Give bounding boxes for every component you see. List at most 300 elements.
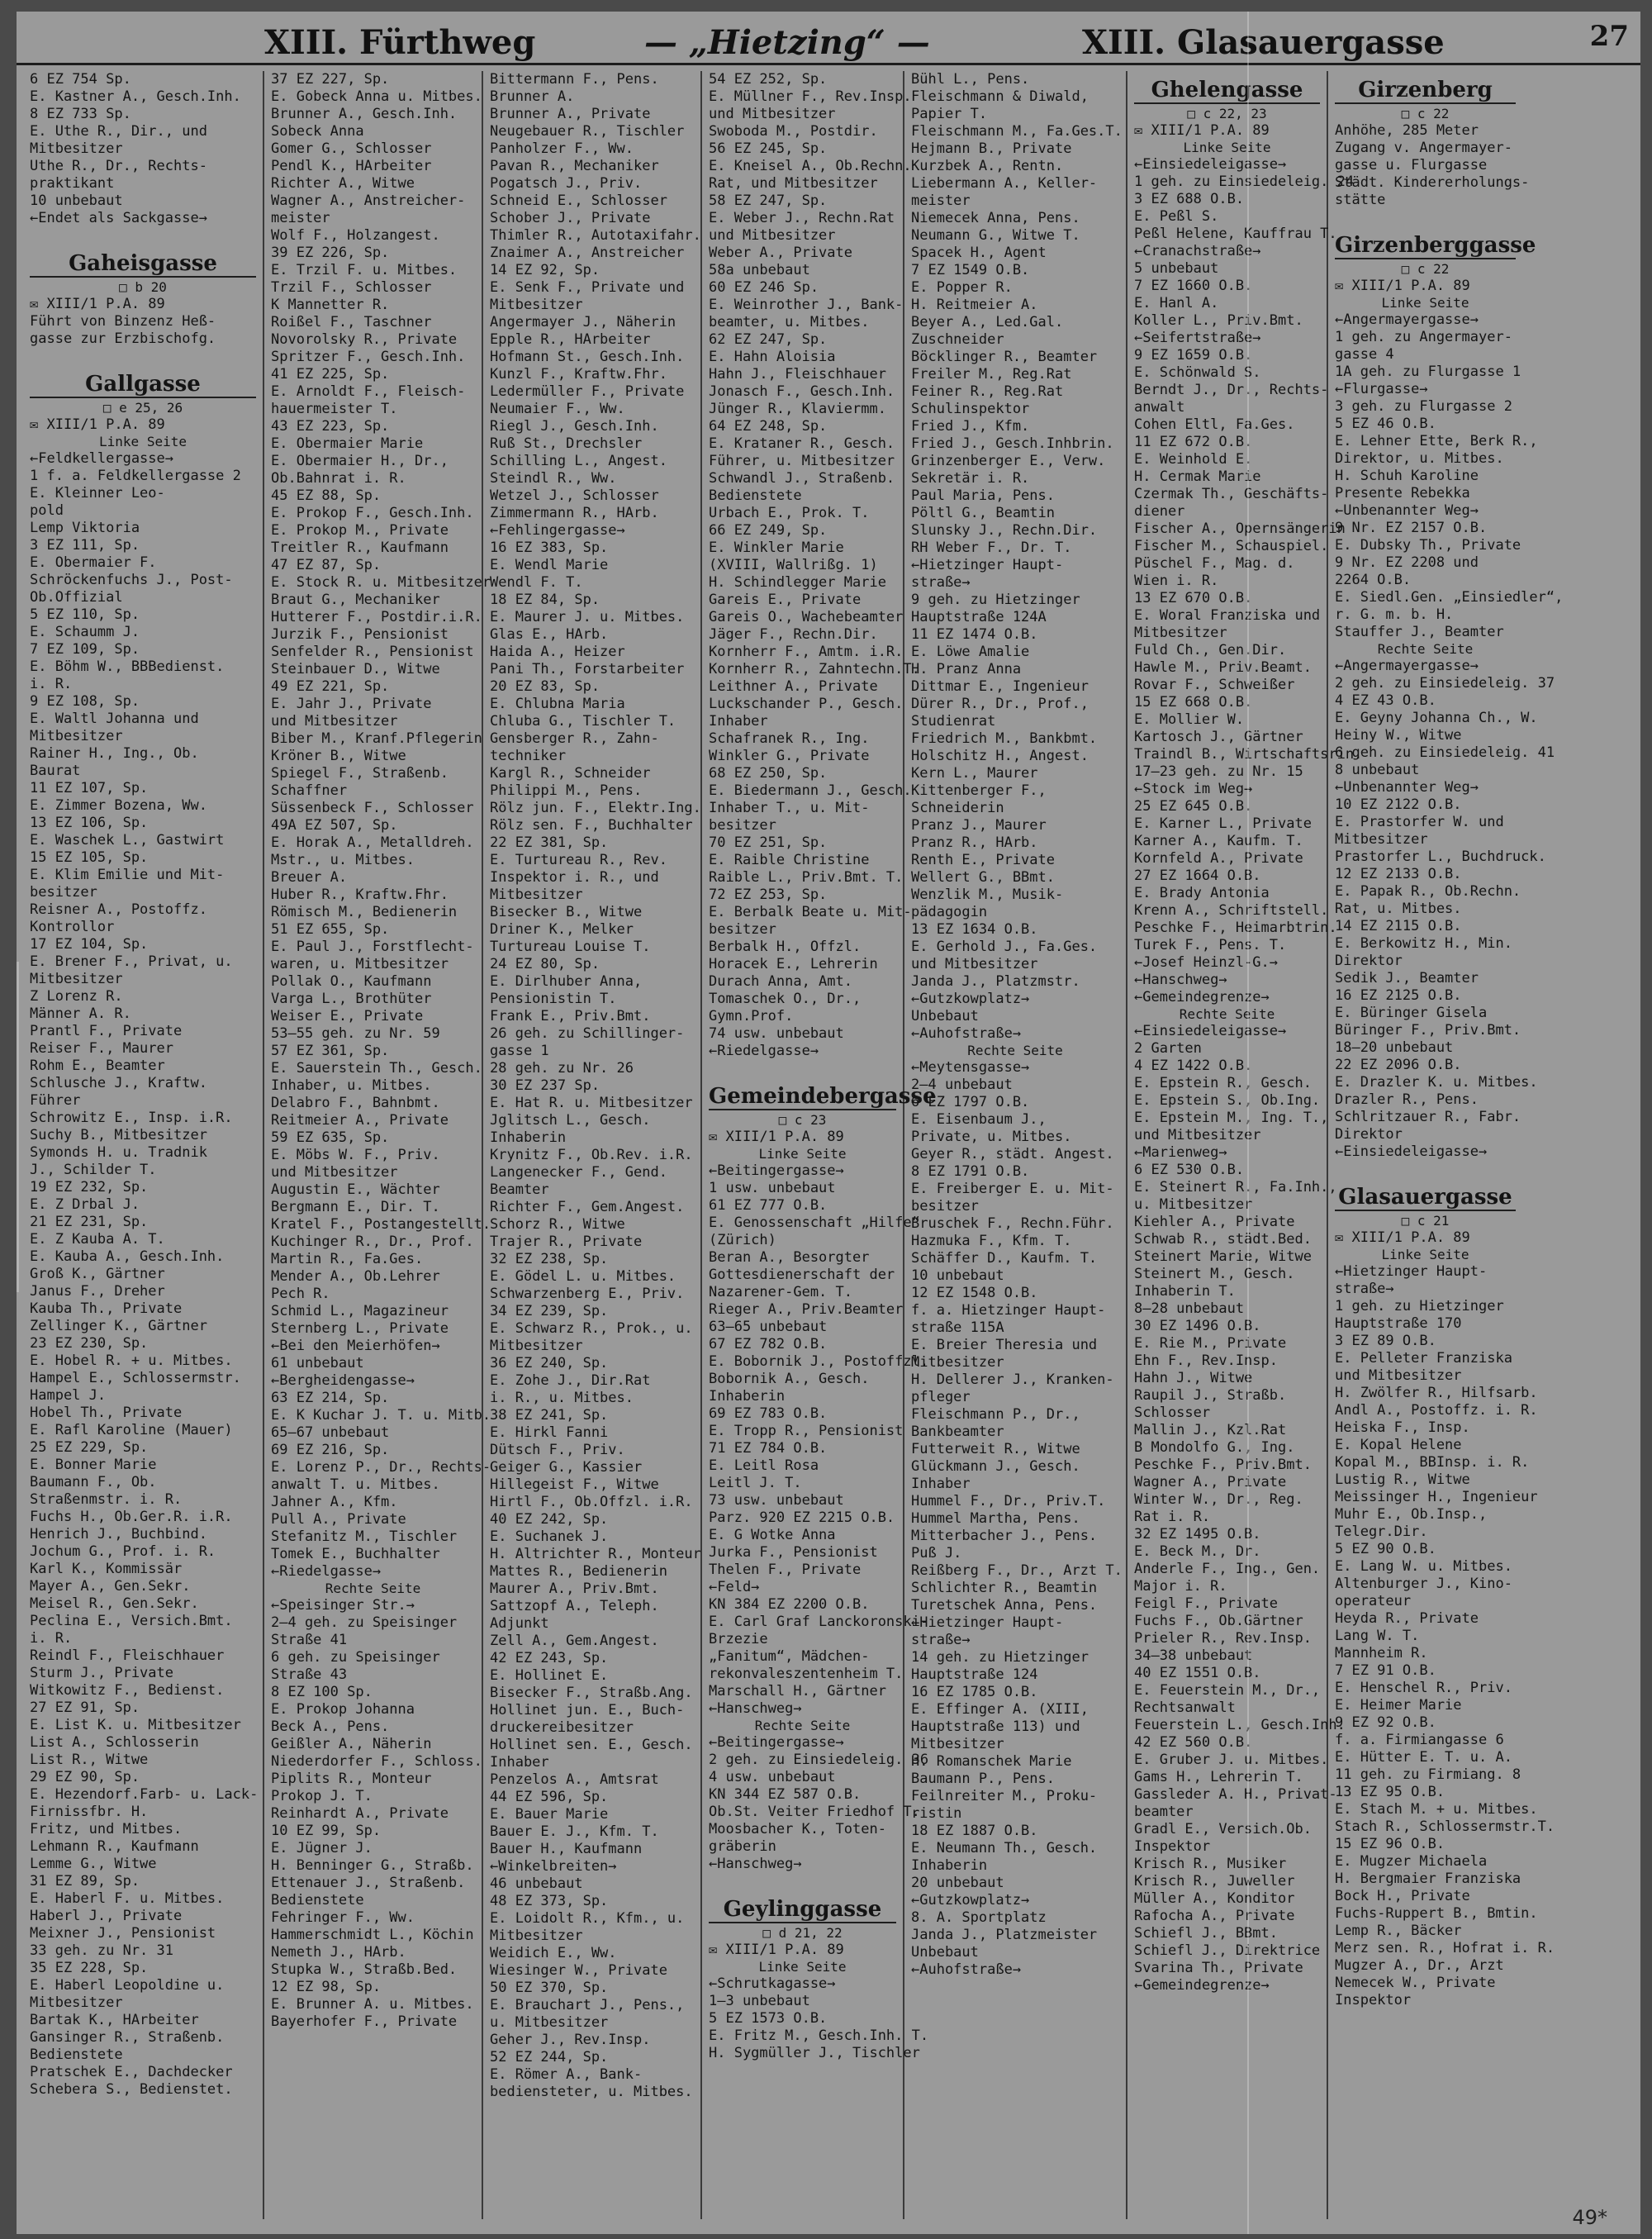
directory-entry: Czermak Th., Geschäfts-: [1134, 486, 1329, 502]
directory-entry: 3 EZ 89 O.B.: [1335, 1333, 1436, 1349]
directory-entry: Renth E., Private: [911, 852, 1055, 868]
directory-entry: Pani Th., Forstarbeiter: [490, 661, 685, 677]
directory-entry: E. Lang W. u. Mitbes.: [1335, 1558, 1512, 1575]
directory-entry: Penzelos A., Amtsrat: [490, 1771, 659, 1788]
directory-entry: Schlosser: [1134, 1405, 1211, 1421]
directory-entry: Ob.Bahnrat i. R.: [271, 470, 406, 487]
directory-entry: Mitbesitzer: [490, 297, 583, 313]
directory-entry: Holschitz H., Angest.: [911, 748, 1089, 764]
street-heading: Gallgasse: [30, 372, 256, 398]
street-heading: Girzenberg: [1335, 78, 1516, 104]
directory-entry: Inspektor i. R., und: [490, 869, 659, 886]
directory-entry: 65—67 unbebaut: [271, 1424, 390, 1441]
directory-entry: Thelen F., Private: [709, 1562, 862, 1578]
directory-entry: 39 EZ 226, Sp.: [271, 245, 390, 261]
directory-entry: Horacek E., Lehrerin: [709, 956, 878, 972]
directory-entry: 27 EZ 91, Sp.: [30, 1699, 140, 1716]
directory-entry: 29 EZ 90, Sp.: [30, 1769, 140, 1785]
directory-entry: Rafocha A., Private: [1134, 1908, 1295, 1924]
directory-entry: E. Berbalk Beate u. Mit-: [709, 904, 912, 920]
directory-entry: Thimler R., Autotaxifahr.: [490, 227, 701, 244]
directory-entry: beamter: [1134, 1804, 1194, 1820]
directory-entry: 12 EZ 98, Sp.: [271, 1979, 382, 1995]
directory-entry: Mitterbacher J., Pens.: [911, 1528, 1098, 1544]
directory-entry: E. Böhm W., BBBedienst.: [30, 658, 225, 675]
directory-entry: 7 EZ 109, Sp.: [30, 641, 140, 658]
street-subheading: Rechte Seite: [967, 1043, 1063, 1058]
directory-entry: E. Obermaier H., Dr.,: [271, 453, 449, 469]
directory-entry: ←Riedelgasse→: [271, 1563, 382, 1580]
directory-entry: H. Dellerer J., Kranken-: [911, 1371, 1114, 1388]
directory-entry: H. Zwölfer R., Hilfsarb.: [1335, 1385, 1538, 1401]
directory-entry: Studienrat: [911, 713, 996, 730]
directory-entry: meister: [271, 210, 330, 226]
spacer: [30, 348, 256, 365]
directory-entry: E. Bauer Marie: [490, 1806, 609, 1823]
directory-entry: 6 geh. zu Speisinger: [271, 1649, 440, 1666]
directory-entry: 1 usw. unbebaut: [709, 1180, 836, 1196]
directory-entry: Chluba G., Tischler T.: [490, 713, 676, 730]
directory-entry: Bartak K., HArbeiter: [30, 2012, 199, 2028]
directory-entry: Dürer R., Dr., Prof.,: [911, 696, 1089, 712]
directory-entry: gasse 4: [1335, 346, 1394, 363]
directory-entry: Z Lorenz R.: [30, 988, 123, 1005]
directory-entry: Mitbesitzer: [490, 1928, 583, 1944]
page-number: 27: [1589, 20, 1629, 53]
directory-entry: E. Gerhold J., Fa.Ges.: [911, 939, 1098, 955]
street-subheading: □ d 21, 22: [762, 1925, 843, 1941]
directory-entry: Karl K., Kommissär: [30, 1561, 183, 1577]
directory-entry: Tomek E., Buchhalter: [271, 1546, 440, 1562]
directory-entry: besitzer: [709, 817, 776, 834]
directory-entry: Wiesinger W., Private: [490, 1962, 667, 1979]
directory-entry: Inhaberin T.: [1134, 1283, 1236, 1300]
directory-entry: Wagner A., Private: [1134, 1474, 1287, 1490]
directory-entry: Niemecek Anna, Pens.: [911, 210, 1080, 226]
directory-entry: E. Waltl Johanna und: [30, 711, 199, 727]
directory-entry: Ehn F., Rev.Insp.: [1134, 1352, 1278, 1369]
directory-entry: Bisecker B., Witwe: [490, 904, 643, 920]
directory-entry: Wellert G., BBmt.: [911, 869, 1055, 886]
directory-entry: Straße 43: [271, 1666, 348, 1683]
directory-entry: E. Trzil F. u. Mitbes.: [271, 262, 458, 278]
directory-entry: Schneiderin: [911, 800, 1004, 816]
directory-entry: E. Breier Theresia und: [911, 1337, 1098, 1353]
directory-entry: Breuer A.: [271, 869, 348, 886]
directory-columns: [23, 71, 1634, 2219]
directory-entry: Hammerschmidt L., Köchin: [271, 1927, 474, 1943]
directory-entry: 53—55 geh. zu Nr. 59: [271, 1025, 440, 1042]
directory-entry: Hauptstraße 170: [1335, 1315, 1462, 1332]
directory-entry: 9 Nr. EZ 2208 und: [1335, 554, 1479, 571]
directory-entry: 32 EZ 238, Sp.: [490, 1251, 609, 1267]
directory-entry: Schafranek R., Ing.: [709, 730, 870, 747]
directory-entry: ←Unbenannter Weg→: [1335, 779, 1479, 796]
directory-entry: Rovar F., Schweißer: [1134, 677, 1295, 693]
directory-entry: E. Pelleter Franziska: [1335, 1350, 1512, 1367]
directory-entry: Hauptstraße 124: [911, 1666, 1038, 1683]
directory-entry: Reisner A., Postoffz.: [30, 901, 207, 918]
directory-entry: E. Hat R. u. Mitbesitzer: [490, 1095, 693, 1111]
directory-entry: Ob.St. Veiter Friedhof T.: [709, 1804, 920, 1820]
directory-entry: H. Sygmüller J., Tischler: [709, 2045, 920, 2061]
directory-entry: ←Bergheidengasse→: [271, 1372, 415, 1389]
directory-entry: Mannheim R.: [1335, 1645, 1428, 1661]
directory-entry: 37 EZ 227, Sp.: [271, 71, 390, 88]
directory-entry: ←Hanschweg→: [709, 1700, 802, 1717]
street-subheading: □ c 22: [1401, 261, 1450, 277]
directory-entry: Wetzel J., Schlosser: [490, 487, 659, 504]
directory-entry: Swoboda M., Postdir.: [709, 123, 878, 140]
directory-entry: Berndt J., Dr., Rechts-: [1134, 382, 1329, 398]
directory-entry: Direktor: [1335, 1126, 1403, 1143]
directory-entry: 1 geh. zu Einsiedeleig. 24: [1134, 174, 1355, 190]
directory-entry: Reißberg F., Dr., Arzt T.: [911, 1562, 1123, 1579]
directory-entry: Stupka W., Straßb.Bed.: [271, 1961, 458, 1978]
directory-entry: Bankbeamter: [911, 1424, 1004, 1440]
street-subheading: Linke Seite: [758, 1959, 847, 1975]
directory-entry: bediensteter, u. Mitbes.: [490, 2084, 693, 2100]
directory-entry: Beyer A., Led.Gal.: [911, 314, 1064, 330]
directory-entry: Raupil J., Straßb.: [1134, 1387, 1287, 1404]
directory-entry: E. Prastorfer W. und: [1335, 814, 1504, 830]
directory-entry: ✉ XIII/1 P.A. 89: [30, 296, 165, 312]
directory-entry: KN 344 EZ 587 O.B.: [709, 1786, 862, 1803]
directory-entry: gasse 1: [490, 1043, 549, 1059]
directory-entry: Koller L., Priv.Bmt.: [1134, 312, 1303, 329]
directory-entry: 8 EZ 733 Sp.: [30, 106, 131, 122]
directory-entry: 73 usw. unbebaut: [709, 1492, 844, 1509]
directory-entry: Baurat: [30, 763, 81, 779]
directory-entry: Krisch R., Juweller: [1134, 1873, 1295, 1890]
directory-entry: B Mondolfo G., Ing.: [1134, 1439, 1295, 1456]
directory-entry: Anhöhe, 285 Meter: [1335, 122, 1479, 139]
directory-entry: Böcklinger R., Beamter: [911, 349, 1098, 365]
directory-entry: E. Uthe R., Dir., und: [30, 123, 207, 140]
directory-entry: 46 unbebaut: [490, 1875, 583, 1892]
directory-entry: E. Wendl Marie: [490, 557, 609, 573]
spacer: [709, 1873, 896, 1890]
directory-entry: E. Maurer J. u. Mitbes.: [490, 609, 685, 625]
directory-entry: Inhaber: [709, 713, 768, 730]
directory-entry: Rat i. R.: [1134, 1509, 1211, 1525]
directory-entry: Braut G., Mechaniker: [271, 592, 440, 608]
directory-entry: Maurer A., Priv.Bmt.: [490, 1581, 659, 1597]
directory-entry: Schaffner: [271, 782, 348, 799]
directory-entry: E. Biedermann J., Gesch.: [709, 782, 912, 799]
directory-entry: ←Bei den Meierhöfen→: [271, 1338, 440, 1354]
directory-entry: Reinhardt A., Private: [271, 1805, 449, 1822]
directory-entry: 66 EZ 249, Sp.: [709, 522, 828, 539]
directory-entry: 40 EZ 242, Sp.: [490, 1511, 609, 1528]
directory-entry: E. Prokop F., Gesch.Inh.: [271, 505, 474, 521]
directory-entry: 1 geh. zu Angermayer-: [1335, 329, 1512, 345]
directory-entry: 6 EZ 530 O.B.: [1134, 1162, 1245, 1178]
directory-entry: Schwandl J., Straßenb.: [709, 470, 895, 487]
directory-entry: Steindl R., Ww.: [490, 470, 617, 487]
directory-entry: Groß K., Gärtner: [30, 1266, 165, 1282]
directory-entry: ←Fehlingergasse→: [490, 522, 625, 539]
directory-entry: Peschke F., Priv.Bmt.: [1134, 1457, 1312, 1473]
directory-entry: Nazarener-Gem. T.: [709, 1284, 852, 1300]
directory-entry: 14 EZ 92, Sp.: [490, 262, 601, 278]
directory-entry: 4 EZ 43 O.B.: [1335, 692, 1436, 709]
directory-entry: Anderle F., Ing., Gen.: [1134, 1561, 1321, 1577]
directory-entry: Geißler A., Näherin: [271, 1736, 432, 1752]
directory-entry: Varga L., Brothüter: [271, 991, 432, 1007]
directory-entry: ✉ XIII/1 P.A. 89: [1335, 1229, 1470, 1246]
directory-entry: 15 EZ 96 O.B.: [1335, 1836, 1446, 1852]
directory-entry: H. Cermak Marie: [1134, 468, 1261, 485]
directory-entry: 9 EZ 108, Sp.: [30, 693, 140, 710]
directory-entry: E. Jahr J., Private: [271, 696, 432, 712]
directory-entry: Unbebaut: [911, 1008, 979, 1024]
directory-entry: 34—38 unbebaut: [1134, 1647, 1253, 1664]
directory-entry: beamter, u. Mitbes.: [709, 314, 870, 330]
directory-entry: E. Woral Franziska und: [1134, 607, 1321, 624]
directory-entry: Pavan R., Mechaniker: [490, 158, 659, 174]
directory-entry: Jäger F., Rechn.Dir.: [709, 626, 878, 643]
directory-entry: Peclina E., Versich.Bmt.: [30, 1613, 233, 1629]
directory-entry: Lustig R., Witwe: [1335, 1471, 1470, 1488]
directory-entry: Karner A., Kaufm. T.: [1134, 833, 1303, 849]
directory-entry: Presente Rebekka: [1335, 485, 1470, 502]
directory-entry: (Zürich): [709, 1232, 776, 1248]
directory-entry: ←Seifertstraße→: [1134, 330, 1261, 346]
directory-entry: Fuchs F., Ob.Gärtner: [1134, 1613, 1303, 1629]
directory-entry: Wendl F. T.: [490, 574, 583, 591]
directory-entry: Baumann P., Pens.: [911, 1771, 1055, 1787]
directory-entry: Städt. Kindererholungs-: [1335, 174, 1530, 191]
directory-entry: 7 EZ 1549 O.B.: [911, 262, 1030, 278]
directory-entry: 22 EZ 2096 O.B.: [1335, 1057, 1462, 1073]
directory-entry: Paul Maria, Pens.: [911, 487, 1055, 504]
directory-entry: 62 EZ 247, Sp.: [709, 331, 828, 348]
directory-entry: Bobornik A., Gesch.: [709, 1371, 870, 1387]
directory-entry: Kuchinger R., Dr., Prof.: [271, 1234, 474, 1250]
directory-entry: Fried J., Kfm.: [911, 418, 1030, 435]
directory-entry: ←Einsiedeleigasse→: [1134, 156, 1287, 173]
directory-entry: Hauptstraße 124A: [911, 609, 1047, 625]
directory-entry: Rat, u. Mitbes.: [1335, 901, 1462, 917]
directory-entry: und Mitbesitzer: [271, 713, 398, 730]
directory-entry: Fleischmann P., Dr.,: [911, 1406, 1080, 1423]
directory-entry: E. Zohe J., Dir.Rat: [490, 1372, 651, 1389]
directory-entry: 63—65 unbebaut: [709, 1319, 828, 1335]
directory-entry: ←Riedelgasse→: [709, 1043, 819, 1059]
directory-entry: Hummel Martha, Pens.: [911, 1510, 1080, 1527]
directory-entry: Stefanitz M., Tischler: [271, 1528, 458, 1545]
directory-entry: Prieler R., Rev.Insp.: [1134, 1630, 1312, 1647]
directory-entry: Janus F., Dreher: [30, 1283, 165, 1300]
directory-entry: E. Weinhold E.: [1134, 451, 1253, 468]
directory-entry: 9 Nr. EZ 2157 O.B.: [1335, 520, 1488, 536]
directory-entry: ←Marienweg→: [1134, 1144, 1227, 1161]
directory-entry: 69 EZ 783 O.B.: [709, 1405, 828, 1422]
page-footer-signature: 49*: [1572, 2206, 1607, 2229]
directory-entry: Ettenauer J., Straßenb.: [271, 1875, 466, 1891]
directory-entry: E. Obermaier Marie: [271, 435, 424, 452]
directory-entry: ←Unbenannter Weg→: [1335, 502, 1479, 519]
street-heading: Ghelengasse: [1134, 78, 1320, 104]
directory-entry: besitzer: [709, 921, 776, 938]
directory-entry: 59 EZ 635, Sp.: [271, 1129, 390, 1146]
directory-entry: Schilling L., Angest.: [490, 453, 667, 469]
directory-entry: Driner K., Melker: [490, 921, 634, 938]
directory-entry: Schober J., Private: [490, 210, 651, 226]
directory-entry: 9 EZ 1659 O.B.: [1134, 347, 1253, 364]
directory-entry: Schmid L., Magazineur: [271, 1303, 449, 1319]
directory-entry: E. Papak R., Ob.Rechn.: [1335, 883, 1521, 900]
directory-entry: Augustin E., Wächter: [271, 1181, 440, 1198]
directory-page: [17, 12, 1640, 2234]
directory-entry: ←Stock im Weg→: [1134, 781, 1253, 797]
directory-entry: E. Siedl.Gen. „Einsiedler“,: [1335, 589, 1564, 606]
directory-entry: Rieger A., Priv.Beamter: [709, 1301, 904, 1318]
directory-entry: Hillegeist F., Witwe: [490, 1476, 659, 1493]
directory-entry: 3 EZ 111, Sp.: [30, 537, 140, 554]
directory-entry: 54 EZ 252, Sp.: [709, 71, 828, 88]
directory-entry: Mitbesitzer: [911, 1354, 1004, 1371]
directory-entry: 3 EZ 688 O.B.: [1134, 191, 1245, 207]
directory-entry: Rainer H., Ing., Ob.: [30, 745, 199, 762]
directory-entry: Zugang v. Angermayer-: [1335, 140, 1512, 156]
directory-entry: Mitbesitzer: [30, 728, 123, 744]
directory-entry: Fuld Ch., Gen.Dir.: [1134, 642, 1287, 658]
directory-entry: Spiegel F., Straßenb.: [271, 765, 449, 782]
directory-entry: E. Gobeck Anna u. Mitbes.: [271, 88, 482, 105]
directory-entry: stätte: [1335, 192, 1386, 208]
directory-entry: Symonds H. u. Tradnik: [30, 1144, 207, 1161]
directory-entry: Schneid E., Schlosser: [490, 193, 667, 209]
directory-entry: Friedrich M., Bankbmt.: [911, 730, 1098, 747]
directory-entry: Gomer G., Schlosser: [271, 140, 432, 157]
directory-entry: ←Gemeindegrenze→: [1134, 1977, 1270, 1994]
directory-entry: Gottesdienerschaft der: [709, 1267, 895, 1283]
directory-entry: 23 EZ 230, Sp.: [30, 1335, 149, 1352]
directory-entry: E. Prokop M., Private: [271, 522, 449, 539]
directory-entry: E. Arnoldt F., Fleisch-: [271, 383, 466, 400]
directory-entry: Sekretär i. R.: [911, 470, 1030, 487]
directory-entry: Janda J., Platzmeister: [911, 1927, 1098, 1943]
directory-entry: Straße 41: [271, 1632, 348, 1648]
directory-entry: Janda J., Platzmstr.: [911, 973, 1080, 990]
street-subheading: Rechte Seite: [754, 1718, 851, 1733]
directory-entry: Jonasch F., Gesch.Inh.: [709, 383, 895, 400]
directory-entry: Inhaber T., u. Mit-: [709, 800, 870, 816]
directory-entry: E. Kopal Helene: [1335, 1437, 1462, 1453]
directory-entry: Dütsch F., Priv.: [490, 1442, 625, 1458]
directory-entry: 33 geh. zu Nr. 31: [30, 1942, 173, 1959]
directory-entry: Sternberg L., Private: [271, 1320, 449, 1337]
directory-entry: Jochum G., Prof. i. R.: [30, 1543, 216, 1560]
directory-entry: operateur: [1335, 1593, 1412, 1609]
directory-entry: ←Hietzinger Haupt-: [911, 557, 1064, 573]
directory-entry: 21 EZ 231, Sp.: [30, 1214, 149, 1230]
directory-entry: Henrich J., Buchbind.: [30, 1526, 207, 1543]
directory-entry: List A., Schlosserin: [30, 1734, 199, 1751]
directory-entry: i. R.: [30, 676, 73, 692]
directory-entry: Gensberger R., Zahn-: [490, 730, 659, 747]
directory-entry: Schröckenfuchs J., Post-: [30, 572, 233, 588]
directory-entry: techniker: [490, 748, 567, 764]
directory-entry: 5 EZ 46 O.B.: [1335, 416, 1436, 432]
directory-entry: 22 EZ 381, Sp.: [490, 834, 609, 851]
directory-entry: ←Hietzinger Haupt-: [1335, 1263, 1488, 1280]
directory-entry: Stauffer J., Beamter: [1335, 624, 1504, 640]
street-heading: Gemeindebergasse: [709, 1084, 937, 1109]
directory-entry: ←Winkelbreiten→: [490, 1858, 617, 1875]
directory-entry: Pollak O., Kaufmann: [271, 973, 432, 990]
directory-entry: Heyda R., Private: [1335, 1610, 1479, 1627]
directory-entry: Nemeth J., HArb.: [271, 1944, 406, 1961]
directory-entry: „Fanitum“, Mädchen-: [709, 1648, 870, 1665]
directory-entry: i. R.: [30, 1630, 73, 1647]
directory-entry: Jurka F., Pensionist: [709, 1544, 878, 1561]
directory-entry: E. Dirlhuber Anna,: [490, 973, 643, 990]
directory-entry: Ruß St., Drechsler: [490, 435, 643, 452]
directory-entry: Durach Anna, Amt.: [709, 973, 852, 990]
directory-entry: Gradl E., Versich.Ob.: [1134, 1821, 1312, 1837]
directory-entry: E. Brener F., Privat, u.: [30, 953, 233, 970]
directory-entry: u. Mitbesitzer: [490, 2014, 609, 2031]
directory-entry: Straßenmstr. i. R.: [30, 1491, 183, 1508]
directory-entry: Feiner R., Reg.Rat: [911, 383, 1064, 400]
directory-entry: E. Leitl Rosa: [709, 1457, 819, 1474]
directory-entry: gasse u. Flurgasse: [1335, 157, 1488, 174]
street-subheading: Linke Seite: [99, 434, 187, 449]
directory-entry: Nemecek W., Private: [1335, 1975, 1496, 1991]
directory-entry: E. Freiberger E. u. Mit-: [911, 1181, 1114, 1197]
street-subheading: Rechte Seite: [1179, 1006, 1275, 1022]
directory-entry: Heiny W., Witwe: [1335, 727, 1462, 744]
directory-entry: rekonvaleszentenheim T.: [709, 1666, 904, 1682]
directory-entry: 10 unbebaut: [30, 193, 123, 209]
directory-entry: Cohen Eltl, Fa.Ges.: [1134, 416, 1295, 433]
directory-entry: E. Carl Graf Lanckoronski-: [709, 1614, 929, 1630]
directory-entry: E. Prokop Johanna: [271, 1701, 415, 1718]
directory-entry: Mitbesitzer: [490, 1338, 583, 1354]
directory-entry: E. Stock R. u. Mitbesitzer: [271, 574, 491, 591]
directory-entry: Kern L., Maurer: [911, 765, 1038, 782]
directory-entry: Papier T.: [911, 106, 988, 122]
directory-entry: Mattes R., Bedienerin: [490, 1563, 667, 1580]
directory-entry: 14 EZ 2115 O.B.: [1335, 918, 1462, 934]
directory-entry: Fritz, und Mitbes.: [30, 1821, 183, 1837]
directory-entry: 1A geh. zu Flurgasse 1: [1335, 364, 1521, 380]
directory-entry: Büringer F., Priv.Bmt.: [1335, 1022, 1521, 1039]
directory-entry: Inhaberin: [490, 1129, 567, 1146]
directory-entry: Rölz jun. F., Elektr.Ing.: [490, 800, 701, 816]
directory-entry: 64 EZ 248, Sp.: [709, 418, 828, 435]
directory-entry: Mitbesitzer: [30, 1994, 123, 2011]
directory-entry: 69 EZ 216, Sp.: [271, 1442, 390, 1458]
directory-entry: 6 geh. zu Einsiedeleig. 41: [1335, 744, 1555, 761]
directory-entry: E. Brunner A. u. Mitbes.: [271, 1996, 474, 2013]
directory-entry: 1—3 unbebaut: [709, 1993, 810, 2009]
directory-entry: E. Feuerstein M., Dr.,: [1134, 1682, 1321, 1699]
directory-entry: Schlritzauer R., Fabr.: [1335, 1109, 1521, 1125]
directory-entry: Wolf F., Holzangest.: [271, 227, 440, 244]
directory-entry: Männer A. R.: [30, 1005, 131, 1022]
directory-entry: E. Klim Emilie und Mit-: [30, 867, 225, 883]
directory-entry: E. Steinert R., Fa.Inh.,: [1134, 1179, 1337, 1196]
directory-entry: E. Winkler Marie: [709, 540, 844, 556]
directory-entry: gräberin: [709, 1838, 776, 1855]
directory-entry: Hazmuka F., Kfm. T.: [911, 1233, 1072, 1249]
directory-entry: 20 unbebaut: [911, 1875, 1004, 1891]
directory-entry: E. Dubsky Th., Private: [1335, 537, 1521, 554]
